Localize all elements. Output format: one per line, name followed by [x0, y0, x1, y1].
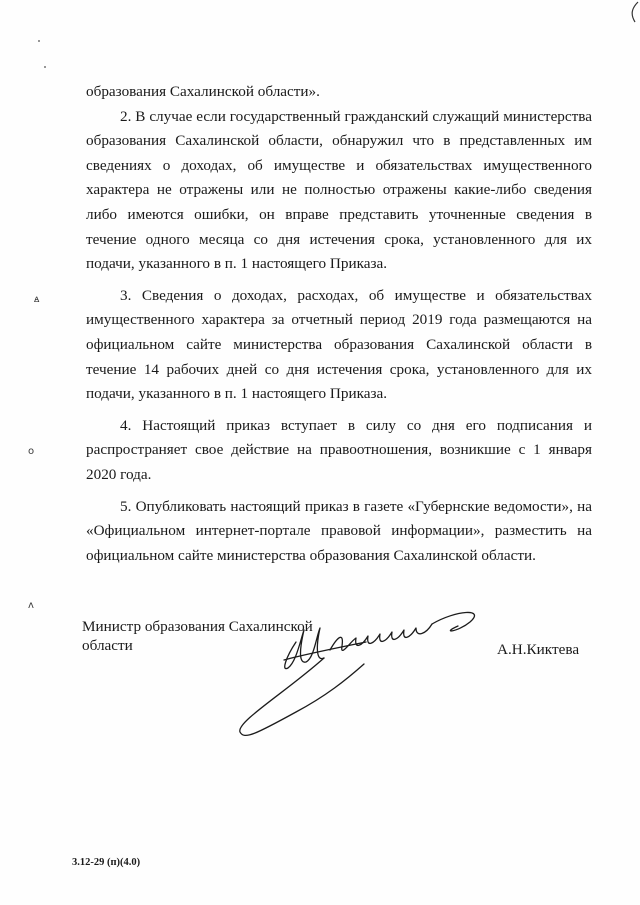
paragraph-4: 4. Настоящий приказ вступает в силу со дня его подписания и распространяет свое действие на правоотношения, возникшие с 1 января 2020 года. — [86, 416, 592, 483]
scan-speck — [44, 66, 46, 68]
document-body — [86, 80, 592, 568]
signatory-name: А.Н.Киктева — [497, 641, 580, 658]
document-code: 3.12-29 (п)(4.0) — [72, 857, 141, 868]
paragraph-5: 5. Опубликовать настоящий приказ в газете «Губернские ведомости», на «Официальном интернет-портале правовой информации», разместить на официальном сайте министерства образования Сахалинской области. — [86, 497, 592, 564]
scan-speck — [38, 40, 40, 42]
margin-scan-mark: ꙙ — [34, 294, 40, 305]
signatory-title: Министр образования Сахалинской области — [82, 618, 313, 654]
margin-scan-mark: ʌ — [28, 600, 34, 611]
paragraph-continuation: образования Сахалинской области». — [86, 83, 320, 100]
paragraph-3: 3. Сведения о доходах, расходах, об имуществе и обязательствах имущественного характера за отчетный период 2019 года размещаются на официальном сайте министерства образования Сахалинской области в течение 14 рабочих дней со дня истечения срока, установленного для их подачи, указанного в п. 1 настоящего Приказа. — [86, 286, 592, 403]
corner-scan-mark — [626, 0, 640, 30]
margin-hole-mark: o — [28, 446, 35, 457]
handwritten-signature — [226, 602, 486, 742]
paragraph-2: 2. В случае если государственный гражданский служащий министерства образования Сахалинской области, обнаружил что в представленных им сведениях о доходах, об имуществе и обязательствах имущественного характера не отражены или не полностью отражены какие-либо сведения либо имеются ошибки, он вправе представить уточненные сведения в течение одного месяца со дня истечения срока, установленного для их подачи, указанного в п. 1 настоящего Приказа. — [86, 107, 592, 273]
